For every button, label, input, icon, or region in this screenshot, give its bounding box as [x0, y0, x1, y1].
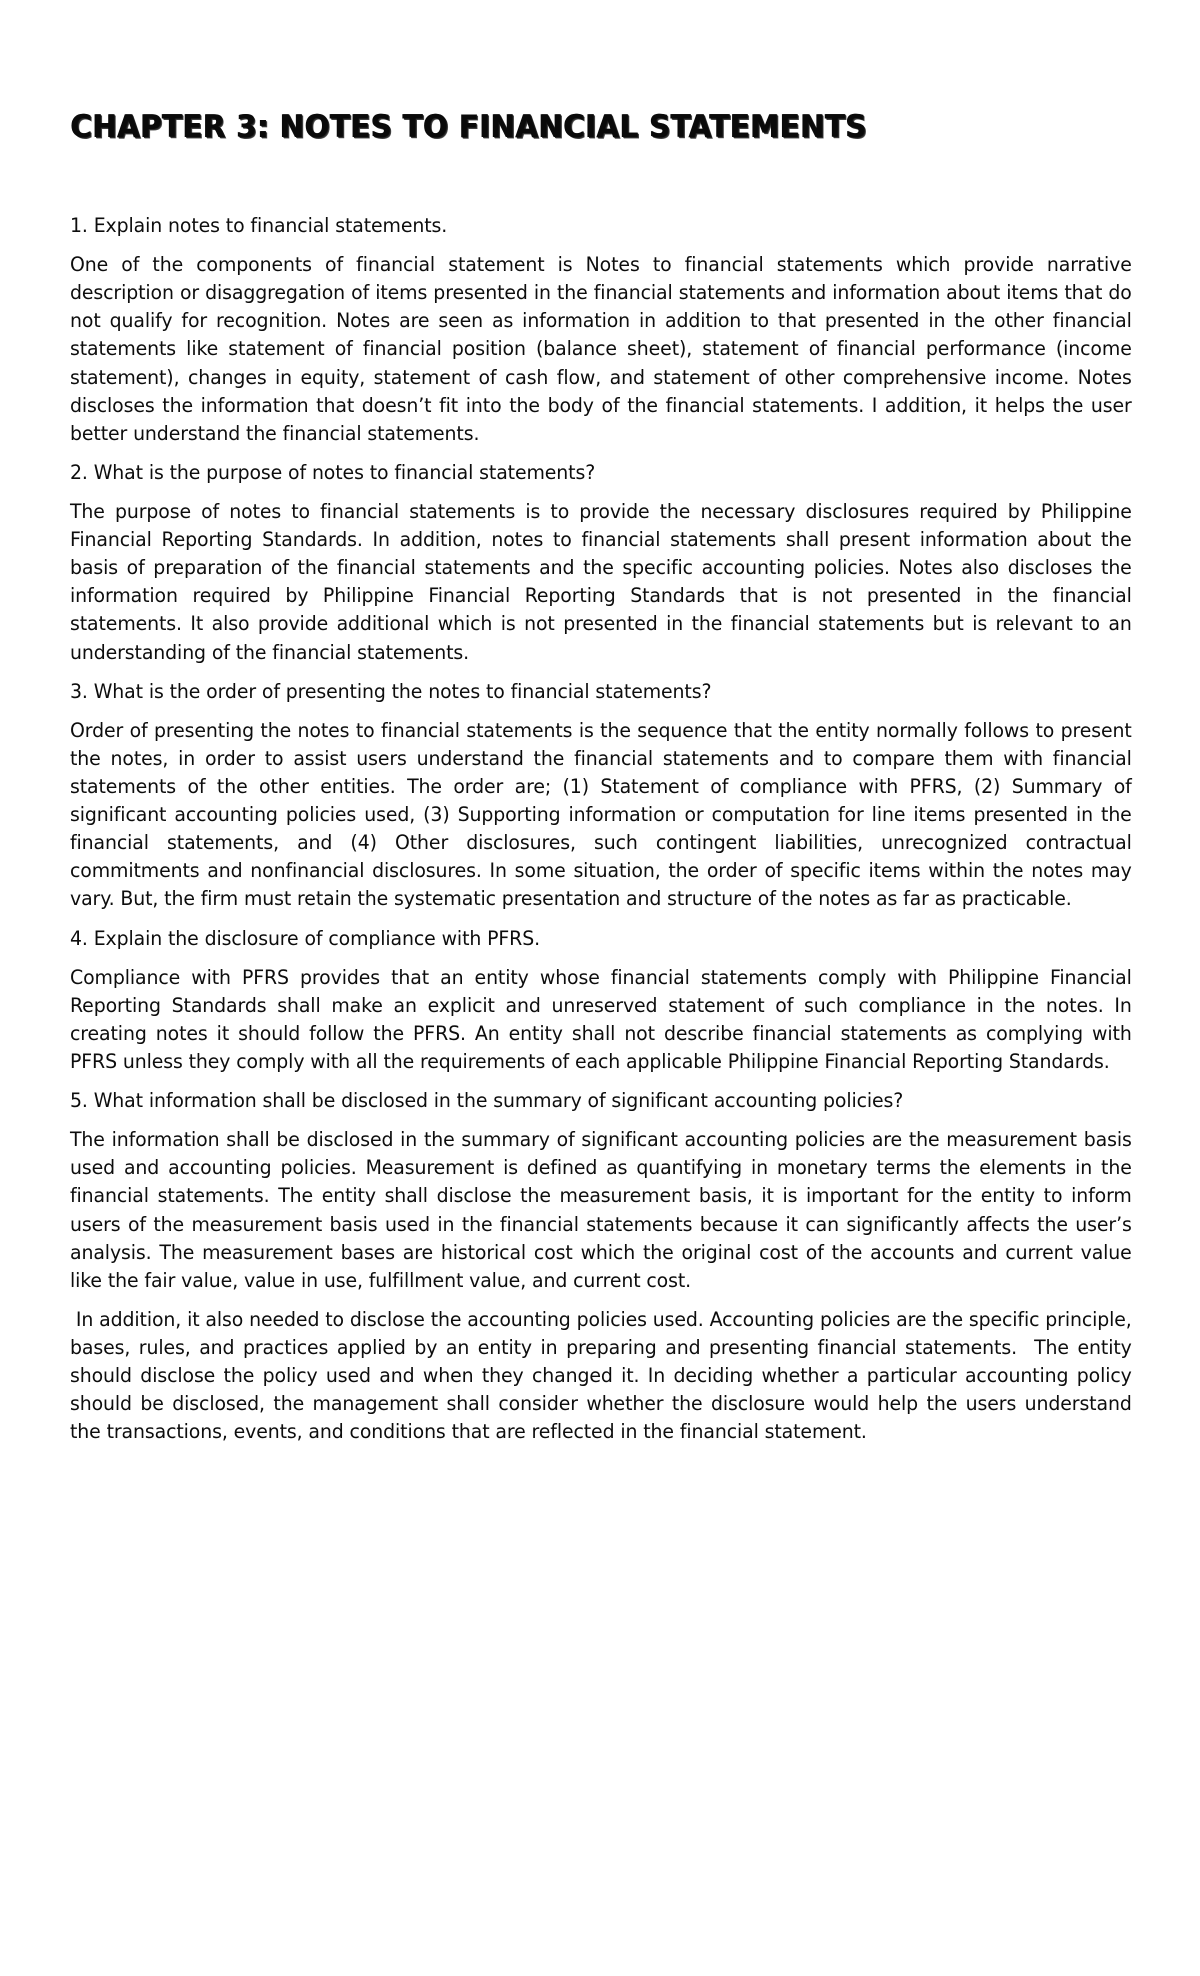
document-body	[70, 212, 1138, 1457]
answer-1: One of the components of financial statement is Notes to financial statements which provide narrative description or disaggregation of items presented in the financial statements and information about items that do not qualify for recognition. Notes are seen as information in addition to that presented in the other financial statements like statement of financial position (balance sheet), statement of financial performance (income statement), changes in equity, statement of cash flow, and statement of other comprehensive income. Notes discloses the information that doesn’t fit into the body of the financial statements. I addition, it helps the user better understand the financial statements.	[70, 253, 1132, 445]
answer-2: The purpose of notes to financial statements is to provide the necessary disclosures required by Philippine Financial Reporting Standards. In addition, notes to financial statements shall present information about the basis of preparation of the financial statements and the specific accounting policies. Notes also discloses the information required by Philippine Financial Reporting Standards that is not presented in the financial statements. It also provide additional which is not presented in the financial statements but is relevant to an understanding of the financial statements.	[70, 499, 1132, 664]
answer-5-continued: In addition, it also needed to disclose the accounting policies used. Accounting policies are the specific principle, bases, rules, and practices applied by an entity in preparing and presenting financial statements. The entity should disclose the policy used and when they changed it. In deciding whether a particular accounting policy should be disclosed, the management shall consider whether the disclosure would help the users understand the transactions, events, and conditions that are reflected in the financial statement.	[70, 1307, 1138, 1444]
question-5: 5. What information shall be disclosed in the summary of significant accounting policies?	[70, 1089, 904, 1113]
question-2: 2. What is the purpose of notes to financial statements?	[70, 460, 596, 484]
question-3: 3. What is the order of presenting the notes to financial statements?	[70, 679, 712, 703]
answer-5: The information shall be disclosed in the summary of significant accounting policies are the measurement basis used and accounting policies. Measurement is defined as quantifying in monetary terms the elements in the financial statements. The entity shall disclose the measurement basis, it is important for the entity to inform users of the measurement basis used in the financial statements because it can significantly affects the user’s analysis. The measurement bases are historical cost which the original cost of the accounts and current value like the fair value, value in use, fulfillment value, and current cost.	[70, 1128, 1132, 1292]
page-title: CHAPTER 3: NOTES TO FINANCIAL STATEMENTS	[70, 109, 867, 145]
answer-4: Compliance with PFRS provides that an entity whose financial statements comply with Philippine Financial Reporting Standards shall make an explicit and unreserved statement of such compliance in the notes. In creating notes it should follow the PFRS. An entity shall not describe financial statements as complying with PFRS unless they comply with all the requirements of each applicable Philippine Financial Reporting Standards.	[70, 965, 1132, 1073]
question-4: 4. Explain the disclosure of compliance with PFRS.	[70, 926, 540, 950]
answer-3: Order of presenting the notes to financial statements is the sequence that the entity normally follows to present the notes, in order to assist users understand the financial statements and to compare them with financial statements of the other entities. The order are; (1) Statement of compliance with PFRS, (2) Summary of significant accounting policies used, (3) Supporting information or computation for line items presented in the financial statements, and (4) Other disclosures, such contingent liabilities, unrecognized contractual commitments and nonfinancial disclosures. In some situation, the order of specific items within the notes may vary. But, the firm must retain the systematic presentation and structure of the notes as far as practicable.	[70, 718, 1132, 911]
question-1: 1. Explain notes to financial statements.	[70, 214, 448, 237]
